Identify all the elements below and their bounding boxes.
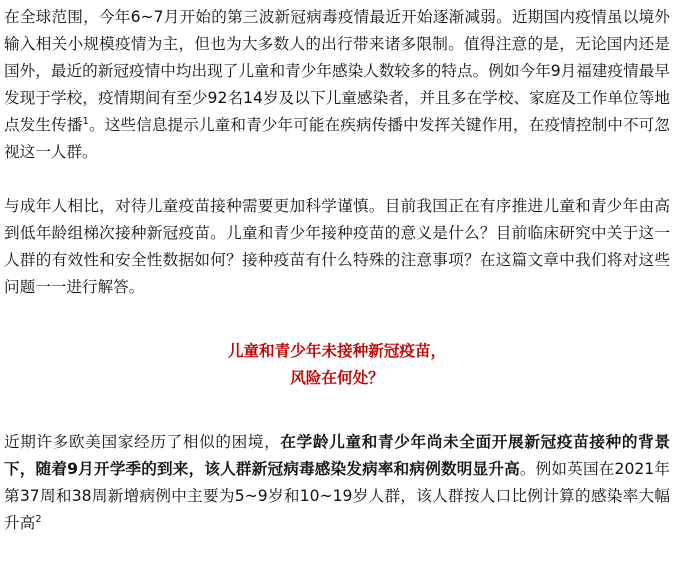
paragraph-text: 在全球范围，今年6~7月开始的第三波新冠病毒疫情最近开始逐渐减弱。近期国内疫情虽以境外输入相关小规模疫情为主，但也为大多数人的出行带来诸多限制。值得注意的是，无论国内还是国外，最近的新冠疫情中均出现了儿童和青少年感染人数较多的特点。例如今年9月福建疫情最早发现于学校，疫情期间有至少92名14岁及以下儿童感染者，并且多在学校、家庭及工作单位等地点发生传播 — [4, 8, 670, 134]
section-heading — [4, 338, 670, 392]
paragraph-vaccination-intro: 与成年人相比，对待儿童疫苗接种需要更加科学谨慎。目前我国正在有序推进儿童和青少年由高到低年龄组梯次接种新冠疫苗。儿童和青少年接种疫苗的意义是什么？目前临床研究中关于这一人群的有效性和安全性数据如何？接种疫苗有什么特殊的注意事项？在这篇文章中我们将对这些问题一一进行解答。 — [4, 197, 670, 296]
citation-2[interactable]: 2 — [35, 513, 42, 525]
paragraph-text-continued: 。例如英国在2021年第37周和38周新增病例中主要为5~9岁和10~19岁人群，该人群按人口比例计算的感染率大幅升高 — [4, 460, 670, 532]
paragraph-text: 近期许多欧美国家经历了相似的困境， — [4, 433, 281, 451]
citation-1[interactable]: 1 — [82, 115, 89, 127]
paragraph-epidemic-overview — [4, 4, 670, 166]
section-heading-line-2: 风险在何处？ — [290, 369, 384, 387]
paragraph-bold-emphasis: 在学龄儿童和青少年尚未全面开展新冠疫苗接种的背景下，随着9月开学季的到来，该人群新冠病毒感染发病率和病例数明显升高 — [4, 433, 670, 478]
article-body — [4, 4, 670, 537]
section-heading-line-1: 儿童和青少年未接种新冠疫苗， — [227, 342, 447, 360]
paragraph-text-continued: 。这些信息提示儿童和青少年可能在疾病传播中发挥关键作用，在疫情控制中不可忽视这一人群。 — [4, 116, 670, 161]
paragraph-risk — [4, 429, 670, 537]
